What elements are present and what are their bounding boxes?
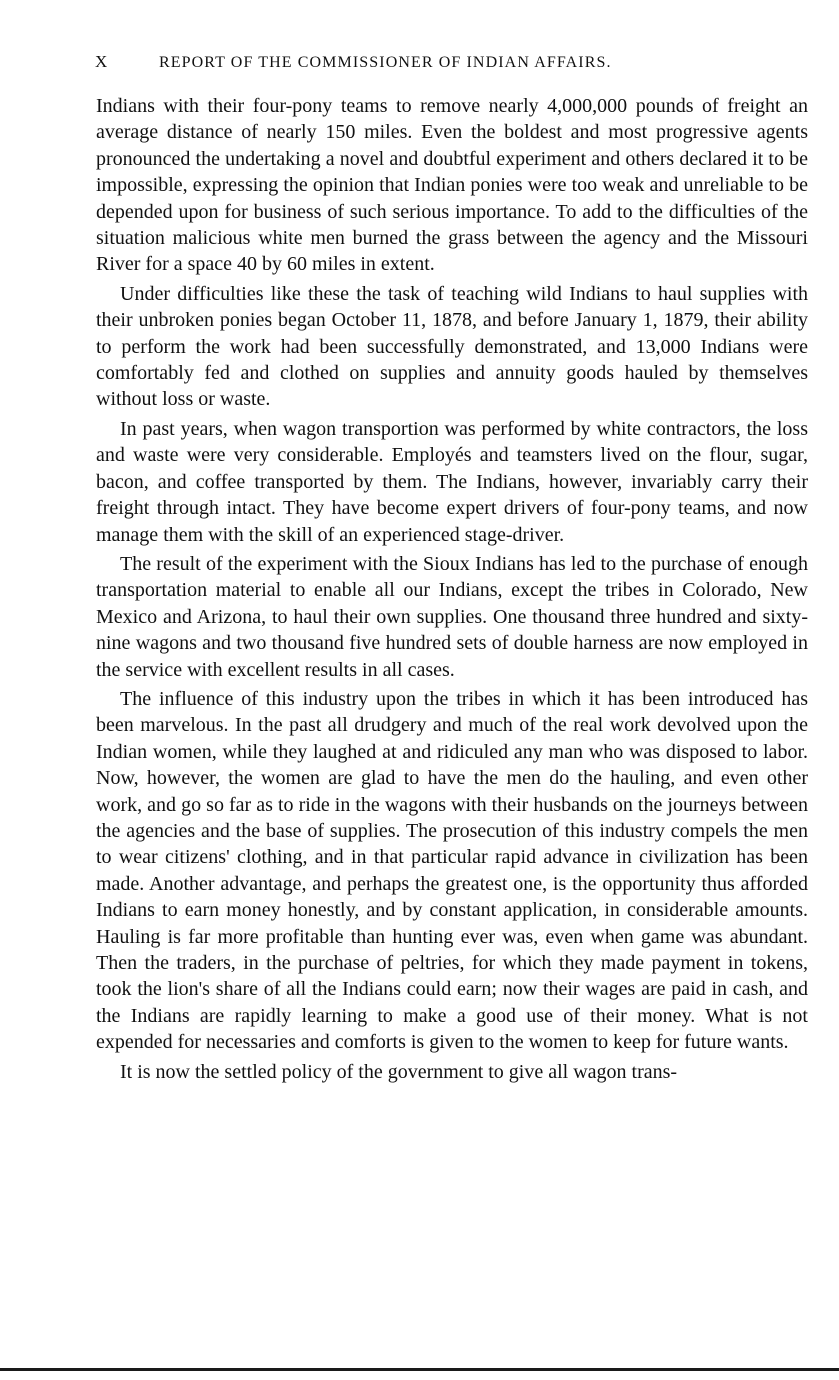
- running-header: [95, 52, 730, 72]
- paragraph-2: Under difficulties like these the task of teaching wild Indians to haul supplies with their unbroken ponies began October 11, 1878, and before January 1, 1879, their ability to perform the work had been successfully demonstrated, and 13,000 Indians were comfortably fed and clothed on supplies and annuity goods hauled by themselves without loss or waste.: [96, 282, 808, 411]
- paragraph-4: The result of the experiment with the Sioux Indians has led to the purchase of enough transportation material to enable all our Indians, except the tribes in Colorado, New Mexico and Arizona, to haul their own supplies. One thousand three hundred and sixty-nine wagons and two thousand five hundred sets of double harness are now employed in the service with excellent results in all cases.: [96, 552, 808, 681]
- page-bottom-edge: [0, 1368, 839, 1371]
- body-text: [96, 93, 808, 1088]
- paragraph-6: It is now the settled policy of the government to give all wagon trans-: [120, 1060, 678, 1083]
- page-folio: X: [95, 52, 109, 71]
- paragraph-5: The influence of this industry upon the tribes in which it has been introduced has been marvelous. In the past all drudgery and much of the real work devolved upon the Indian women, while they laughed at and ridiculed any man who was disposed to labor. Now, however, the women are glad to have the men do the hauling, and even other work, and go so far as to ride in the wagons with their husbands on the journeys between the agencies and the base of supplies. The prosecution of this industry compels the men to wear citizens' clothing, and in that particular rapid advance in civilization has been made. Another advantage, and perhaps the greatest one, is the opportunity thus afforded Indians to earn money honestly, and by constant application, in considerable amounts. Hauling is far more profitable than hunting ever was, even when game was abundant. Then the traders, in the purchase of peltries, for which they made payment in tokens, took the lion's share of all the Indians could earn; now their wages are paid in cash, and the Indians are rapidly learning to make a good use of their money. What is not expended for necessaries and comforts is given to the women to keep for future wants.: [96, 687, 808, 1054]
- paragraph-1: Indians with their four-pony teams to remove nearly 4,000,000 pounds of freight an average distance of nearly 150 miles. Even the boldest and most progressive agents pronounced the undertaking a novel and doubtful experiment and others declared it to be impossible, expressing the opinion that Indian ponies were too weak and unreliable to be depended upon for business of such serious importance. To add to the difficulties of the situation malicious white men burned the grass between the agency and the Missouri River for a space 40 by 60 miles in extent.: [96, 95, 808, 276]
- running-title: REPORT OF THE COMMISSIONER OF INDIAN AFFAIRS.: [159, 54, 612, 71]
- paragraph-3: In past years, when wagon transportion was performed by white contractors, the loss and waste were very considerable. Employés and teamsters lived on the flour, sugar, bacon, and coffee transported by them. The Indians, however, invariably carry their freight through intact. They have become expert drivers of four-pony teams, and now manage them with the skill of an experienced stage-driver.: [96, 417, 808, 546]
